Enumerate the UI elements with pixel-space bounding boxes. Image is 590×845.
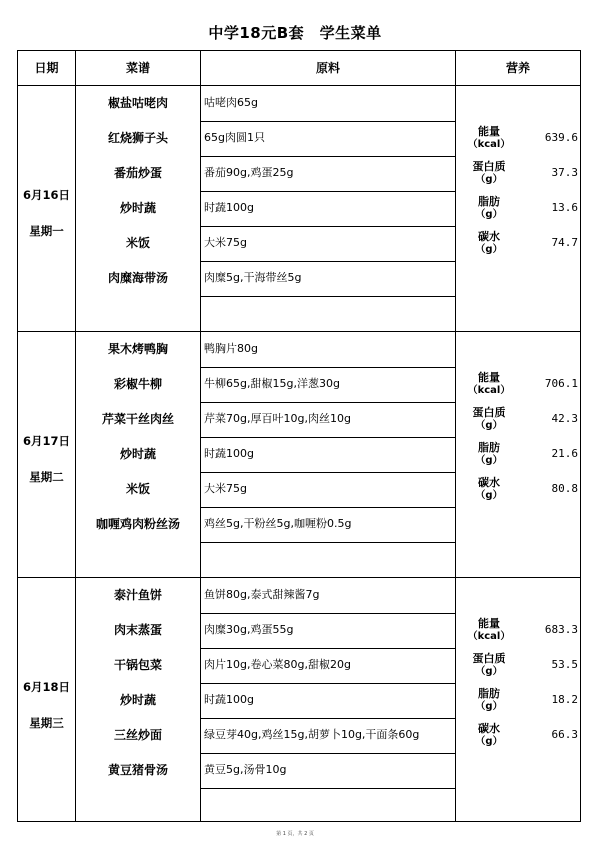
date-label: 6月18日: [22, 680, 70, 694]
dish-name: 三丝炒面: [113, 728, 162, 742]
date-cell: [18, 672, 75, 738]
nutrient-label: [464, 230, 514, 256]
nutrient-value: 21.6: [551, 447, 578, 460]
nutrient-name: 脂肪: [478, 687, 500, 700]
dish-name: 椒盐咕咾肉: [107, 96, 168, 110]
ingredient-text: 牛柳65g,甜椒15g,洋葱30g: [204, 377, 340, 390]
page-title: 中学18元B套 学生菜单: [208, 24, 382, 42]
nutrition-row: [456, 156, 580, 191]
dish-name: 泰汁鱼饼: [113, 588, 162, 602]
nutrient-value: 13.6: [551, 201, 578, 214]
nutrient-label: [464, 722, 514, 748]
nutrient-name: 蛋白质: [472, 406, 506, 419]
dish-name: 芹菜干丝肉丝: [101, 412, 174, 426]
page-footer: 第 1 页，共 2 页: [276, 831, 314, 837]
nutrient-name: 脂肪: [478, 441, 500, 454]
header-date: 日期: [34, 61, 59, 75]
dish-name: 果木烤鸭胸: [107, 342, 168, 356]
nutrition-row: [456, 191, 580, 226]
nutrient-unit: （g）: [475, 490, 503, 501]
nutrition-row: [456, 683, 580, 718]
nutrition-row: [456, 472, 580, 507]
ingredient-text: 芹菜70g,厚百叶10g,肉丝10g: [204, 412, 351, 425]
nutrient-unit: （g）: [475, 666, 503, 677]
nutrition-block: [456, 613, 580, 753]
nutrition-row: [456, 437, 580, 472]
dish-name: 干锅包菜: [113, 658, 162, 672]
nutrient-value: 42.3: [551, 412, 578, 425]
nutrient-name: 蛋白质: [472, 652, 506, 665]
nutrient-name: 能量: [478, 617, 500, 630]
ingredient-text: 时蔬100g: [204, 693, 254, 706]
dish-name: 米饭: [125, 236, 150, 250]
nutrient-label: [464, 406, 514, 432]
date-label: 6月16日: [22, 188, 70, 202]
dish-name: 红烧狮子头: [107, 131, 168, 145]
nutrition-block: [456, 121, 580, 261]
nutrient-value: 683.3: [544, 623, 578, 636]
nutrient-name: 蛋白质: [472, 160, 506, 173]
dish-name: 炒时蔬: [119, 693, 156, 707]
nutrient-name: 碳水: [478, 230, 500, 243]
menu-table: [17, 50, 581, 822]
dish-name: 炒时蔬: [119, 447, 156, 461]
nutrient-label: [464, 160, 514, 186]
ingredient-text: 黄豆5g,汤骨10g: [204, 763, 287, 776]
nutrient-name: 脂肪: [478, 195, 500, 208]
nutrient-value: 80.8: [551, 482, 578, 495]
nutrient-label: [464, 371, 514, 397]
nutrition-row: [456, 648, 580, 683]
nutrient-value: 639.6: [544, 131, 578, 144]
nutrient-unit: （g）: [475, 209, 503, 220]
date-label: 6月17日: [22, 434, 70, 448]
nutrient-name: 碳水: [478, 476, 500, 489]
nutrient-name: 碳水: [478, 722, 500, 735]
nutrient-value: 53.5: [551, 658, 578, 671]
nutrient-value: 706.1: [544, 377, 578, 390]
ingredient-text: 肉糜5g,干海带丝5g: [204, 271, 302, 284]
ingredient-text: 绿豆芽40g,鸡丝15g,胡萝卜10g,干面条60g: [204, 728, 420, 741]
dish-name: 炒时蔬: [119, 201, 156, 215]
nutrient-unit: （g）: [475, 736, 503, 747]
nutrient-value: 18.2: [551, 693, 578, 706]
nutrient-unit: （g）: [475, 455, 503, 466]
nutrition-row: [456, 402, 580, 437]
ingredient-text: 肉片10g,卷心菜80g,甜椒20g: [204, 658, 351, 671]
weekday-label: 星期二: [29, 470, 64, 484]
nutrient-unit: （g）: [475, 420, 503, 431]
nutrient-value: 66.3: [551, 728, 578, 741]
ingredient-text: 大米75g: [204, 236, 247, 249]
nutrient-label: [464, 687, 514, 713]
nutrition-row: [456, 613, 580, 648]
dish-name: 肉糜海带汤: [107, 271, 168, 285]
nutrient-value: 37.3: [551, 166, 578, 179]
weekday-label: 星期三: [29, 716, 64, 730]
nutrition-row: [456, 226, 580, 261]
ingredient-text: 鱼饼80g,泰式甜辣酱7g: [204, 588, 320, 601]
nutrient-label: [464, 441, 514, 467]
nutrition-row: [456, 718, 580, 753]
ingredient-text: 番茄90g,鸡蛋25g: [204, 166, 294, 179]
nutrient-name: 能量: [478, 125, 500, 138]
dish-name: 彩椒牛柳: [113, 377, 162, 391]
nutrient-label: [464, 195, 514, 221]
dish-name: 黄豆猪骨汤: [107, 763, 168, 777]
weekday-label: 星期一: [29, 224, 64, 238]
nutrient-name: 能量: [478, 371, 500, 384]
nutrient-unit: （g）: [475, 174, 503, 185]
header-dish: 菜谱: [125, 61, 150, 75]
dish-name: 米饭: [125, 482, 150, 496]
nutrient-label: [464, 652, 514, 678]
date-cell: [18, 180, 75, 246]
header-nutrition: 营养: [505, 61, 530, 75]
nutrient-label: [464, 125, 514, 151]
nutrient-label: [464, 476, 514, 502]
ingredient-text: 肉糜30g,鸡蛋55g: [204, 623, 294, 636]
nutrition-row: [456, 121, 580, 156]
date-cell: [18, 426, 75, 492]
ingredient-divider: [201, 296, 455, 297]
nutrient-unit: （kcal）: [467, 385, 511, 396]
ingredient-text: 咕咾肉65g: [204, 96, 258, 109]
dish-name: 番茄炒蛋: [113, 166, 162, 180]
nutrient-unit: （kcal）: [467, 631, 511, 642]
dish-name: 肉末蒸蛋: [113, 623, 162, 637]
ingredient-text: 大米75g: [204, 482, 247, 495]
nutrition-block: [456, 367, 580, 507]
dish-name: 咖喱鸡肉粉丝汤: [95, 517, 180, 531]
ingredient-text: 鸭胸片80g: [204, 342, 258, 355]
ingredient-divider: [201, 788, 455, 789]
nutrient-unit: （g）: [475, 701, 503, 712]
ingredient-divider: [201, 542, 455, 543]
ingredient-text: 鸡丝5g,干粉丝5g,咖喱粉0.5g: [204, 517, 352, 530]
nutrient-value: 74.7: [551, 236, 578, 249]
ingredient-text: 时蔬100g: [204, 201, 254, 214]
ingredient-text: 65g肉圆1只: [204, 131, 265, 144]
nutrient-unit: （g）: [475, 244, 503, 255]
header-ingredients: 原料: [315, 61, 340, 75]
nutrition-row: [456, 367, 580, 402]
ingredient-text: 时蔬100g: [204, 447, 254, 460]
nutrient-unit: （kcal）: [467, 139, 511, 150]
nutrient-label: [464, 617, 514, 643]
